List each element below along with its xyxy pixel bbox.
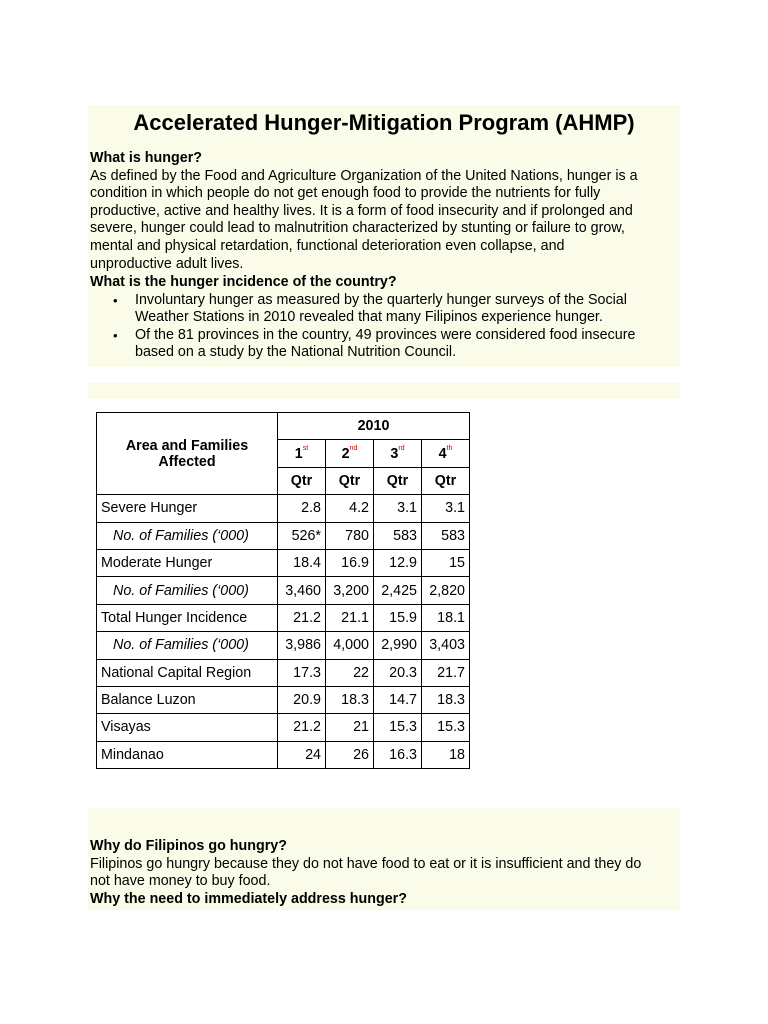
table-cell: 18: [422, 741, 470, 768]
table-cell: 16.3: [374, 741, 422, 768]
table-cell: 4,000: [326, 632, 374, 659]
table-cell: 21.2: [278, 714, 326, 741]
row-label: No. of Families (‘000): [97, 522, 278, 549]
table-cell: 2.8: [278, 495, 326, 522]
row-label: Mindanao: [97, 741, 278, 768]
table-cell: 3,460: [278, 577, 326, 604]
ordinal-suffix: th: [446, 444, 453, 452]
paragraph-line: not have money to buy food.: [90, 873, 271, 890]
bullet-icon: •: [113, 327, 118, 343]
table-row: [97, 632, 470, 659]
row-label: Total Hunger Incidence: [97, 604, 278, 631]
quarter-number: 3: [390, 445, 399, 462]
table-cell: 21: [326, 714, 374, 741]
table-row: [97, 659, 470, 686]
table-cell: 26: [326, 741, 374, 768]
paragraph-line: mental and physical retardation, functional deterioration even collapse, and: [90, 237, 565, 254]
table-cell: 3,200: [326, 577, 374, 604]
table-cell: 14.7: [374, 686, 422, 713]
table-cell: 583: [422, 522, 470, 549]
section-hunger-incidence: [90, 274, 678, 362]
row-label: Moderate Hunger: [97, 549, 278, 576]
table-cell: 24: [278, 741, 326, 768]
section-heading: What is the hunger incidence of the country?: [90, 274, 397, 290]
ordinal-suffix: rd: [398, 444, 405, 452]
quarter-number: 2: [341, 445, 350, 462]
paragraph-line: unproductive adult lives.: [90, 255, 244, 272]
table-cell: 16.9: [326, 549, 374, 576]
table-row: [97, 686, 470, 713]
table-cell: 3,986: [278, 632, 326, 659]
qtr-label: Qtr: [422, 467, 470, 494]
section-heading: Why do Filipinos go hungry?: [90, 838, 287, 854]
paragraph-line: Filipinos go hungry because they do not have food to eat or it is insufficient and they do: [90, 855, 642, 872]
area-header: [97, 413, 278, 495]
table-cell: 2,990: [374, 632, 422, 659]
table-header-row: [97, 413, 470, 440]
ordinal-suffix: st: [302, 444, 309, 452]
area-header-line: Affected: [158, 453, 216, 470]
table-cell: 21.7: [422, 659, 470, 686]
table-cell: 12.9: [374, 549, 422, 576]
document-title: Accelerated Hunger-Mitigation Program (AHMP): [133, 110, 635, 135]
paragraph-line: condition in which people do not get enough food to provide the nutrients for fully: [90, 185, 601, 202]
qtr-label: Qtr: [326, 467, 374, 494]
quarter-number: 4: [438, 445, 447, 462]
row-label: No. of Families (‘000): [97, 577, 278, 604]
list-item-text: Of the 81 provinces in the country, 49 provinces were considered food insecure: [135, 326, 636, 343]
table-cell: 15: [422, 549, 470, 576]
table-row: [97, 604, 470, 631]
table-cell: 21.1: [326, 604, 374, 631]
list-item-text: based on a study by the National Nutrition Council.: [135, 344, 457, 361]
table-cell: 20.9: [278, 686, 326, 713]
section-why-hungry: [90, 838, 678, 908]
table-cell: 15.3: [422, 714, 470, 741]
quarter-header: [422, 440, 470, 467]
bullet-list: [90, 292, 678, 362]
row-label: Balance Luzon: [97, 686, 278, 713]
paragraph-line: severe, hunger could lead to malnutrition characterized by stunting or failure to grow,: [90, 220, 625, 237]
row-label: Visayas: [97, 714, 278, 741]
row-label: Severe Hunger: [97, 495, 278, 522]
table-row: [97, 495, 470, 522]
section-heading: What is hunger?: [90, 150, 202, 166]
table-cell: 17.3: [278, 659, 326, 686]
qtr-label: Qtr: [278, 467, 326, 494]
table-cell: 3.1: [422, 495, 470, 522]
table-cell: 18.3: [422, 686, 470, 713]
section-what-is-hunger: [90, 150, 678, 273]
table-cell: 3.1: [374, 495, 422, 522]
table-row: [97, 522, 470, 549]
quarter-header: [326, 440, 374, 467]
list-item-text: Involuntary hunger as measured by the quarterly hunger surveys of the Social: [135, 291, 627, 308]
table-cell: 18.4: [278, 549, 326, 576]
row-label: No. of Families (‘000): [97, 632, 278, 659]
hunger-incidence-table: [96, 412, 470, 769]
bullet-icon: •: [113, 292, 118, 308]
table-cell: 583: [374, 522, 422, 549]
ordinal-suffix: nd: [349, 444, 358, 452]
paragraph-line: As defined by the Food and Agriculture Organization of the United Nations, hunger is a: [90, 167, 638, 184]
table-row: [97, 549, 470, 576]
table-cell: 4.2: [326, 495, 374, 522]
quarter-header: [374, 440, 422, 467]
quarter-number: 1: [294, 445, 303, 462]
table-cell: 21.2: [278, 604, 326, 631]
section-heading: Why the need to immediately address hunger?: [90, 890, 407, 907]
list-item: [90, 327, 678, 362]
paragraph-line: productive, active and healthy lives. It is a form of food insecurity and if prolonged and: [90, 202, 633, 219]
quarter-header: [278, 440, 326, 467]
row-label: National Capital Region: [97, 659, 278, 686]
table-cell: 15.3: [374, 714, 422, 741]
table-cell: 18.3: [326, 686, 374, 713]
area-header-line: Area and Families: [125, 437, 249, 454]
list-item: [90, 292, 678, 327]
table-cell: 18.1: [422, 604, 470, 631]
table-cell: 2,425: [374, 577, 422, 604]
year-header: 2010: [278, 413, 470, 440]
table-cell: 15.9: [374, 604, 422, 631]
table-cell: 20.3: [374, 659, 422, 686]
table-cell: 780: [326, 522, 374, 549]
table-cell: 22: [326, 659, 374, 686]
table-row: [97, 741, 470, 768]
table-cell: 2,820: [422, 577, 470, 604]
table-cell: 3,403: [422, 632, 470, 659]
table-row: [97, 577, 470, 604]
highlight-band-thin: [88, 383, 680, 399]
list-item-text: Weather Stations in 2010 revealed that many Filipinos experience hunger.: [135, 309, 603, 326]
table-cell: 526*: [278, 522, 326, 549]
table-row: [97, 714, 470, 741]
qtr-label: Qtr: [374, 467, 422, 494]
